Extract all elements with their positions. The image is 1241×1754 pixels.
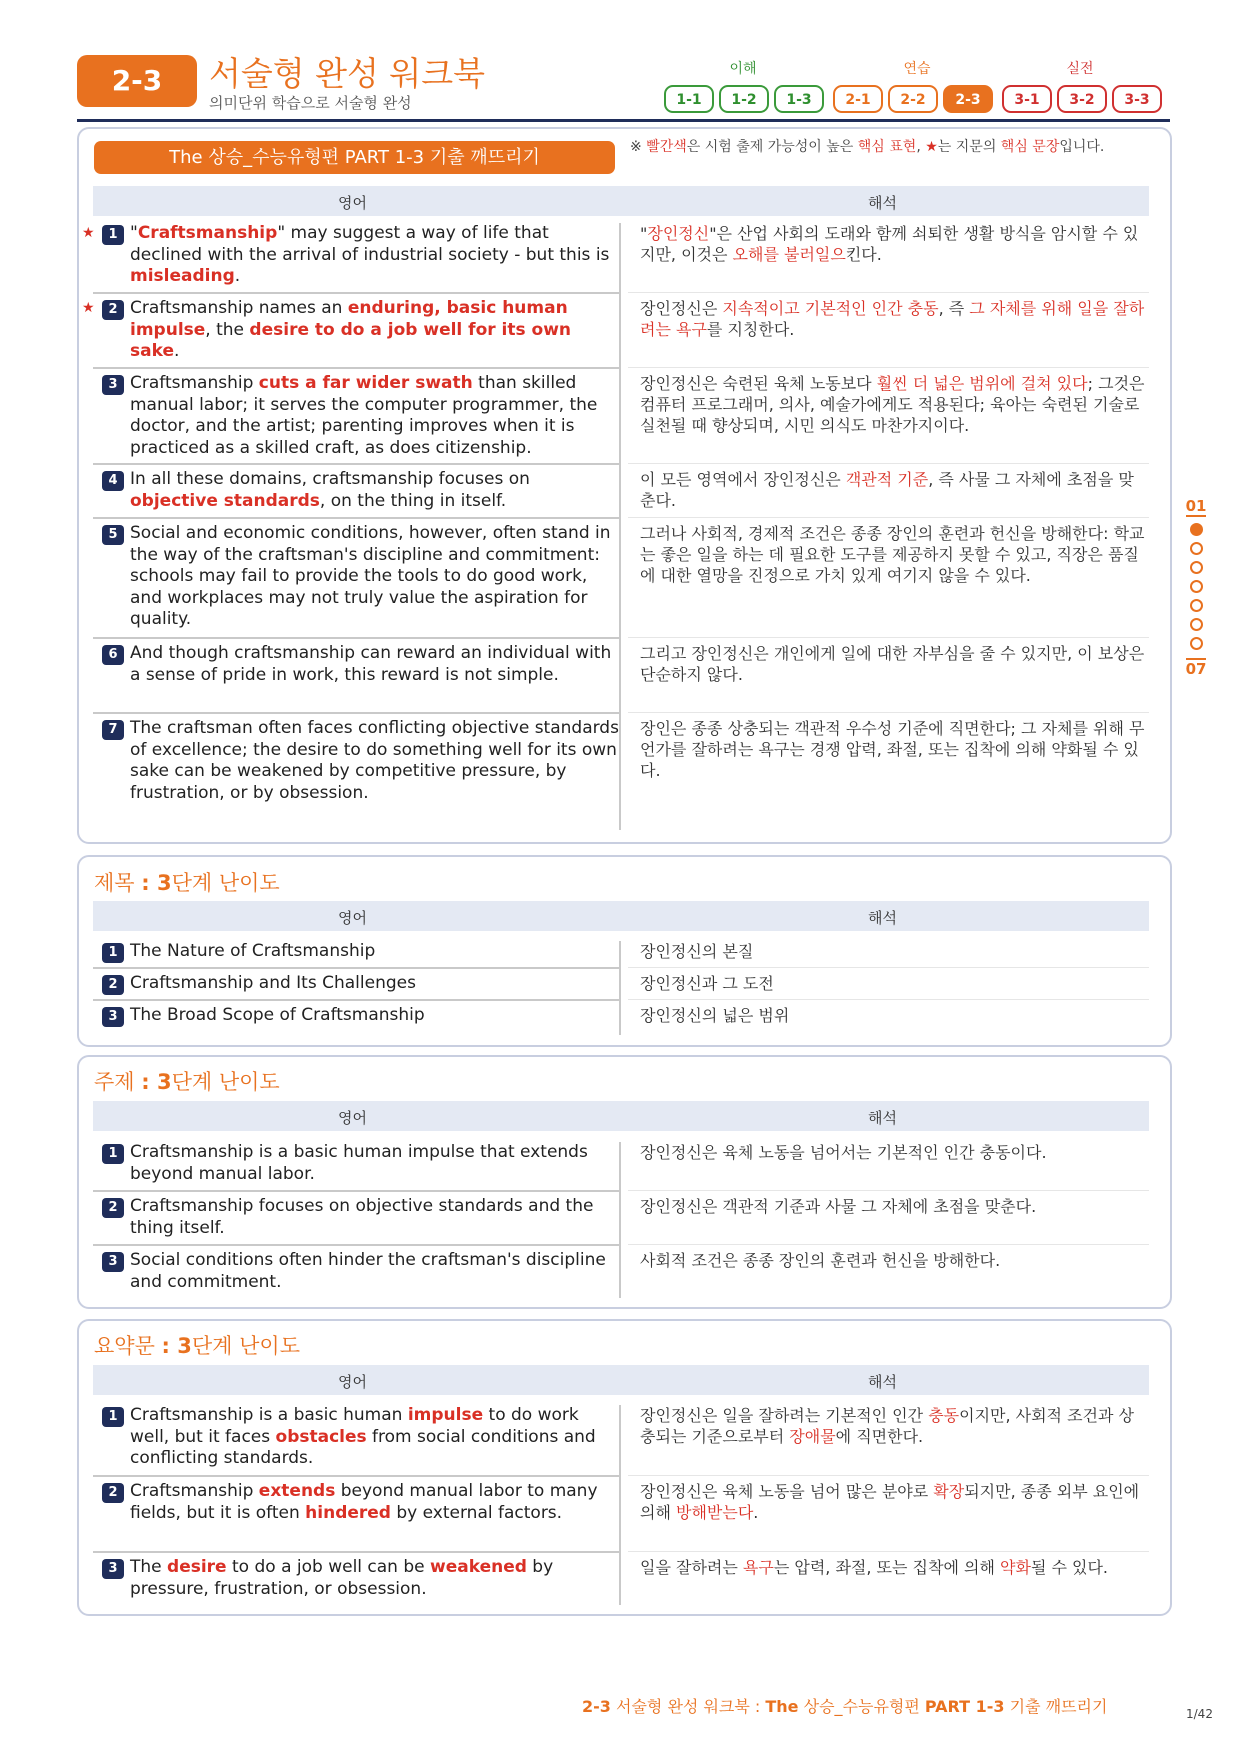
- passage-row-2: [82, 298, 1149, 373]
- nav-end-label: 07: [1185, 660, 1207, 678]
- page-subtitle: 의미단위 학습으로 서술형 완성: [209, 94, 412, 112]
- row-divider: [93, 1475, 619, 1477]
- korean-translation: 장인정신의 본질: [640, 942, 754, 961]
- column-divider: [619, 941, 621, 973]
- korean-translation: 일을 잘하려는 욕구는 압력, 좌절, 또는 집착에 의해 약화될 수 있다.: [640, 1558, 1109, 1577]
- summary-row-2: [93, 1481, 1149, 1557]
- progress-dot-5[interactable]: [1190, 599, 1203, 612]
- row-number-badge: 2: [102, 1483, 124, 1503]
- row-divider: [628, 367, 1149, 368]
- row-divider: [93, 1190, 619, 1192]
- row-divider: [93, 712, 619, 714]
- row-divider: [628, 999, 1149, 1000]
- row-number-badge: 1: [102, 225, 124, 245]
- row-number-badge: 2: [102, 300, 124, 320]
- korean-translation: 그러나 사회적, 경제적 조건은 종종 장인의 훈련과 헌신을 방해한다: 학교는 좋은 일을 하는 데 필요한 도구를 제공하지 못할 수 있고, 직장은 품질에 대한 열망을 진정으로 가치 있게 여기지 않을 수 있다.: [640, 524, 1145, 585]
- title-row-1: [93, 941, 1149, 973]
- row-number-badge: 2: [102, 975, 124, 995]
- korean-translation: 장인정신은 육체 노동을 넘어 많은 분야로 확장되지만, 종종 외부 요인에 의해 방해받는다.: [640, 1482, 1140, 1522]
- category-understanding: 이해: [729, 61, 757, 77]
- english-sentence: In all these domains, craftsmanship focuses on objective standards, on the thing in itself.: [130, 469, 530, 511]
- row-number-badge: 4: [102, 471, 124, 491]
- english-sentence: And though craftsmanship can reward an individual with a sense of pride in work, this reward is not simple.: [130, 643, 612, 685]
- step-2-3[interactable]: 2-3: [943, 85, 993, 113]
- english-sentence: Craftsmanship extends beyond manual labor to many fields, but it is often hindered by external factors.: [130, 1481, 598, 1523]
- passage-row-6: [93, 643, 1149, 718]
- column-divider: [619, 523, 621, 643]
- nav-start-label: 01: [1185, 497, 1207, 515]
- summary-section-heading: 요약문 : 3단계 난이도: [94, 1334, 300, 1358]
- summary-table-header: [93, 1365, 1149, 1395]
- row-divider: [628, 1475, 1149, 1476]
- english-cell: [93, 1405, 619, 1481]
- column-divider: [619, 1005, 621, 1035]
- column-divider: [619, 1557, 621, 1605]
- progress-dot-3[interactable]: [1190, 561, 1203, 574]
- row-number-badge: 5: [102, 525, 124, 545]
- row-number-badge: 6: [102, 645, 124, 665]
- korean-translation: 이 모든 영역에서 장인정신은 객관적 기준, 즉 사물 그 자체에 초점을 맞춘다.: [640, 470, 1134, 510]
- row-divider: [628, 967, 1149, 968]
- step-1-2[interactable]: 1-2: [719, 85, 769, 113]
- english-sentence: Craftsmanship focuses on objective standards and the thing itself.: [130, 1196, 594, 1238]
- theme-row-2: [93, 1196, 1149, 1250]
- column-divider: [619, 1405, 621, 1481]
- column-divider: [619, 298, 621, 373]
- row-number-badge: 2: [102, 1198, 124, 1218]
- step-3-2[interactable]: 3-2: [1057, 85, 1107, 113]
- korean-translation: 장인정신은 숙련된 육체 노동보다 훨씬 더 넓은 범위에 걸쳐 있다; 그것은 컴퓨터 프로그래머, 의사, 예술가에게도 적용된다; 육아는 숙련된 기술로 실천될 때 향상되며, 시민 의식도 마찬가지이다.: [640, 374, 1145, 435]
- row-divider: [93, 637, 619, 639]
- korean-translation: 장인정신은 일을 잘하려는 기본적인 인간 충동이지만, 사회적 조건과 상충되는 기준으로부터 장애물에 직면한다.: [640, 1406, 1135, 1446]
- key-sentence-star-icon: ★: [82, 225, 95, 241]
- progress-dot-7[interactable]: [1190, 637, 1203, 650]
- row-divider: [628, 463, 1149, 464]
- step-3-3[interactable]: 3-3: [1112, 85, 1162, 113]
- title-row-2: [93, 973, 1149, 1005]
- passage-row-3: [93, 373, 1149, 469]
- row-divider: [628, 637, 1149, 638]
- english-sentence: Craftsmanship names an enduring, basic human impulse, the desire to do a job well for its own sake.: [130, 298, 572, 361]
- progress-dot-1[interactable]: [1190, 523, 1203, 536]
- korean-translation: 장인정신과 그 도전: [640, 974, 774, 993]
- row-divider: [628, 1244, 1149, 1245]
- column-divider: [619, 718, 621, 830]
- english-sentence: Social and economic conditions, however, often stand in the way of the craftsman's discipline and commitment: schools may fail to provide the tools to do good work, and workplaces may not truly value the aspiration for quality.: [130, 523, 611, 629]
- english-cell: [93, 373, 619, 469]
- english-sentence: Craftsmanship cuts a far wider swath than skilled manual labor; it serves the computer programmer, the doctor, and the artist; parenting improves when it is practiced as a skilled craft, as does citizenship.: [130, 373, 598, 458]
- row-divider: [93, 463, 619, 465]
- row-number-badge: 3: [102, 1007, 124, 1027]
- english-cell: [93, 718, 619, 830]
- step-2-2[interactable]: 2-2: [888, 85, 938, 113]
- footer-title: 2-3 서술형 완성 워크북 : The 상승_수능유형편 PART 1-3 기출 깨뜨리기: [582, 1697, 1108, 1716]
- theme-table-header: [93, 1101, 1149, 1131]
- english-sentence: Craftsmanship and Its Challenges: [130, 973, 416, 993]
- row-number-badge: 3: [102, 375, 124, 395]
- summary-row-1: [93, 1405, 1149, 1481]
- english-sentence: The Nature of Craftsmanship: [130, 941, 376, 961]
- column-english: 영어: [338, 194, 367, 212]
- column-english: 영어: [338, 1373, 367, 1391]
- column-divider: [619, 469, 621, 523]
- key-sentence-star-icon: ★: [82, 300, 95, 316]
- row-number-badge: 3: [102, 1252, 124, 1272]
- english-cell: [93, 643, 619, 718]
- column-korean: 해석: [868, 194, 897, 212]
- column-divider: [619, 1250, 621, 1298]
- english-cell: [93, 523, 619, 643]
- row-divider: [93, 1244, 619, 1246]
- english-cell: [93, 1250, 619, 1298]
- row-number-badge: 3: [102, 1559, 124, 1579]
- row-divider: [93, 967, 619, 969]
- english-cell: [93, 1481, 619, 1557]
- legend-note: ※ 빨간색은 시험 출제 가능성이 높은 핵심 표현, ★는 지문의 핵심 문장입니다.: [630, 139, 1105, 155]
- column-korean: 해석: [868, 909, 897, 927]
- english-cell: [93, 469, 619, 523]
- english-sentence: Craftsmanship is a basic human impulse that extends beyond manual labor.: [130, 1142, 588, 1184]
- page-number: 1/42: [1186, 1707, 1213, 1721]
- column-korean: 해석: [868, 1109, 897, 1127]
- category-real: 실전: [1066, 61, 1094, 77]
- row-divider: [93, 517, 619, 519]
- row-divider: [628, 1190, 1149, 1191]
- category-practice: 연습: [903, 61, 931, 77]
- korean-translation: 장인정신은 지속적이고 기본적인 인간 충동, 즉 그 자체를 위해 일을 잘하려는 욕구를 지칭한다.: [640, 299, 1145, 339]
- english-sentence: Craftsmanship is a basic human impulse to do work well, but it faces obstacles from social conditions and conflicting standards.: [130, 1405, 596, 1468]
- step-1-3[interactable]: 1-3: [774, 85, 824, 113]
- main-table-header: [93, 186, 1149, 216]
- korean-translation: 장인은 종종 상충되는 객관적 우수성 기준에 직면한다; 그 자체를 위해 무언가를 잘하려는 욕구는 경쟁 압력, 좌절, 또는 집착에 의해 약화될 수 있다.: [640, 719, 1145, 780]
- row-divider: [628, 1551, 1149, 1552]
- passage-row-5: [93, 523, 1149, 643]
- row-number-badge: 7: [102, 720, 124, 740]
- korean-translation: 그리고 장인정신은 개인에게 일에 대한 자부심을 줄 수 있지만, 이 보상은 단순하지 않다.: [640, 644, 1145, 684]
- english-sentence: The craftsman often faces conflicting objective standards of excellence; the desire to do something well for its own sake can be weakened by competitive pressure, by frustration, or by obsession.: [130, 718, 619, 803]
- korean-translation: 장인정신은 육체 노동을 넘어서는 기본적인 인간 충동이다.: [640, 1143, 1047, 1162]
- korean-translation: 사회적 조건은 종종 장인의 훈련과 헌신을 방해한다.: [640, 1251, 1001, 1270]
- summary-row-3: [93, 1557, 1149, 1605]
- row-divider: [93, 367, 619, 369]
- header-divider: [77, 119, 1170, 122]
- step-3-1[interactable]: 3-1: [1002, 85, 1052, 113]
- english-sentence: The Broad Scope of Craftsmanship: [130, 1005, 425, 1025]
- theme-row-1: [93, 1142, 1149, 1196]
- row-divider: [628, 292, 1149, 293]
- column-divider: [619, 643, 621, 718]
- column-divider: [619, 373, 621, 469]
- english-cell: [93, 1196, 619, 1250]
- theme-row-3: [93, 1250, 1149, 1298]
- column-divider: [619, 1142, 621, 1196]
- english-cell: [93, 1142, 619, 1196]
- english-cell: [93, 1557, 619, 1605]
- title-section-heading: 제목 : 3단계 난이도: [94, 871, 280, 895]
- english-cell: [93, 1005, 619, 1035]
- page-title: 서술형 완성 워크북: [209, 54, 486, 93]
- page-progress-nav: [1181, 496, 1211, 678]
- source-pill: The 상승_수능유형편 PART 1-3 기출 깨뜨리기: [94, 141, 615, 174]
- column-english: 영어: [338, 909, 367, 927]
- row-divider: [628, 712, 1149, 713]
- column-korean: 해석: [868, 1373, 897, 1391]
- english-sentence: "Craftsmanship" may suggest a way of life that declined with the arrival of industrial society - but this is misleading.: [130, 223, 610, 286]
- column-divider: [619, 973, 621, 1005]
- english-cell: [82, 298, 619, 373]
- step-1-1[interactable]: 1-1: [664, 85, 714, 113]
- english-sentence: Social conditions often hinder the craftsman's discipline and commitment.: [130, 1250, 606, 1292]
- progress-dot-4[interactable]: [1190, 580, 1203, 593]
- row-number-badge: 1: [102, 1407, 124, 1427]
- step-2-1[interactable]: 2-1: [833, 85, 883, 113]
- passage-row-1: [82, 223, 1149, 298]
- english-cell: [82, 223, 619, 298]
- row-divider: [93, 292, 619, 294]
- column-divider: [619, 1481, 621, 1557]
- passage-row-7: [93, 718, 1149, 830]
- korean-translation: "장인정신"은 산업 사회의 도래와 함께 쇠퇴한 생활 방식을 암시할 수 있지만, 이것은 오해를 불러일으킨다.: [640, 224, 1139, 264]
- row-divider: [628, 517, 1149, 518]
- row-divider: [93, 1551, 619, 1553]
- title-row-3: [93, 1005, 1149, 1035]
- korean-translation: 장인정신의 넓은 범위: [640, 1006, 790, 1025]
- progress-dot-2[interactable]: [1190, 542, 1203, 555]
- column-divider: [619, 1196, 621, 1250]
- progress-dot-6[interactable]: [1190, 618, 1203, 631]
- row-divider: [93, 999, 619, 1001]
- theme-section-heading: 주제 : 3단계 난이도: [94, 1070, 280, 1094]
- column-english: 영어: [338, 1109, 367, 1127]
- section-badge: 2-3: [77, 55, 197, 107]
- title-table-header: [93, 901, 1149, 931]
- english-sentence: The desire to do a job well can be weakened by pressure, frustration, or obsession.: [130, 1557, 554, 1599]
- korean-translation: 장인정신은 객관적 기준과 사물 그 자체에 초점을 맞춘다.: [640, 1197, 1037, 1216]
- row-number-badge: 1: [102, 943, 124, 963]
- passage-row-4: [93, 469, 1149, 523]
- column-divider: [619, 223, 621, 298]
- row-number-badge: 1: [102, 1144, 124, 1164]
